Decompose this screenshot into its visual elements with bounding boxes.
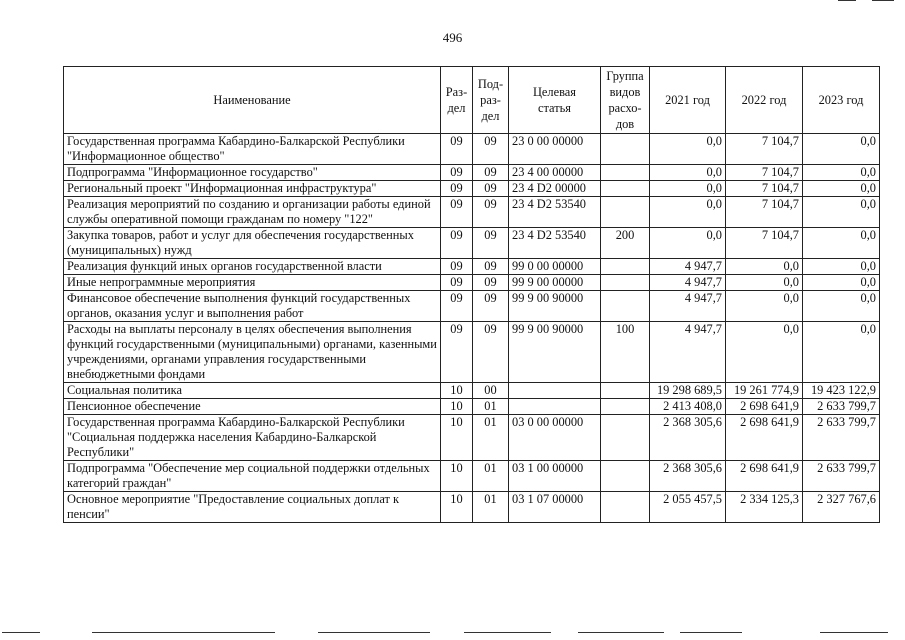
top-decoration-line	[872, 0, 894, 1]
row-name: Расходы на выплаты персоналу в целях обеспечения выполнения функций государственными (муниципальными) органами, казенными учреждениями, органами управления государственными внебюджетными фондами	[64, 322, 441, 383]
row-name: Закупка товаров, работ и услуг для обеспечения государственных (муниципальных) нужд	[64, 228, 441, 259]
row-name: Подпрограмма "Обеспечение мер социальной поддержки отдельных категорий граждан"	[64, 461, 441, 492]
row-name: Государственная программа Кабардино-Балкарской Республики "Социальная поддержка населения Кабардино-Балкарской Республики"	[64, 415, 441, 461]
row-amount-2022: 2 698 641,9	[726, 415, 803, 461]
row-podrazdel: 01	[473, 415, 509, 461]
row-expense-group	[601, 165, 650, 181]
row-expense-group	[601, 461, 650, 492]
row-name: Основное мероприятие "Предоставление социальных доплат к пенсии"	[64, 492, 441, 523]
table-row	[64, 322, 880, 383]
row-amount-2021: 0,0	[650, 197, 726, 228]
header-razdel: Раз- дел	[441, 67, 473, 134]
row-podrazdel: 09	[473, 228, 509, 259]
row-expense-group	[601, 291, 650, 322]
row-name: Региональный проект "Информационная инфраструктура"	[64, 181, 441, 197]
header-2022: 2022 год	[726, 67, 803, 134]
row-podrazdel: 09	[473, 275, 509, 291]
row-name: Иные непрограммные мероприятия	[64, 275, 441, 291]
row-amount-2022: 0,0	[726, 275, 803, 291]
row-podrazdel: 09	[473, 181, 509, 197]
row-amount-2021: 4 947,7	[650, 322, 726, 383]
row-amount-2022: 7 104,7	[726, 134, 803, 165]
row-amount-2021: 0,0	[650, 134, 726, 165]
bottom-decoration-line	[2, 632, 40, 633]
row-target-article: 23 4 D2 53540	[509, 228, 601, 259]
row-target-article: 99 0 00 00000	[509, 259, 601, 275]
row-amount-2023: 19 423 122,9	[803, 383, 880, 399]
row-target-article	[509, 399, 601, 415]
row-amount-2021: 4 947,7	[650, 259, 726, 275]
table-row	[64, 383, 880, 399]
header-2021: 2021 год	[650, 67, 726, 134]
row-podrazdel: 09	[473, 322, 509, 383]
row-name: Реализация мероприятий по созданию и организации работы единой службы оперативной помощи гражданам по номеру "122"	[64, 197, 441, 228]
table-row	[64, 275, 880, 291]
row-amount-2022: 2 334 125,3	[726, 492, 803, 523]
budget-table	[63, 66, 880, 523]
table-row	[64, 134, 880, 165]
header-name: Наименование	[64, 67, 441, 134]
row-amount-2023: 2 327 767,6	[803, 492, 880, 523]
row-razdel: 10	[441, 492, 473, 523]
row-razdel: 09	[441, 197, 473, 228]
row-amount-2022: 0,0	[726, 259, 803, 275]
bottom-decoration-line	[820, 632, 888, 633]
row-razdel: 09	[441, 181, 473, 197]
row-razdel: 09	[441, 228, 473, 259]
bottom-decoration-line	[464, 632, 551, 633]
row-razdel: 09	[441, 322, 473, 383]
bottom-decoration-line	[92, 632, 275, 633]
row-target-article: 99 9 00 90000	[509, 291, 601, 322]
row-expense-group	[601, 399, 650, 415]
row-razdel: 09	[441, 259, 473, 275]
row-expense-group	[601, 259, 650, 275]
row-target-article: 23 4 D2 53540	[509, 197, 601, 228]
header-podrazdel: Под- раз- дел	[473, 67, 509, 134]
bottom-decoration-line	[318, 632, 430, 633]
row-expense-group	[601, 197, 650, 228]
row-amount-2023: 2 633 799,7	[803, 399, 880, 415]
table-row	[64, 399, 880, 415]
table-row	[64, 415, 880, 461]
row-podrazdel: 09	[473, 291, 509, 322]
row-name: Финансовое обеспечение выполнения функций государственных органов, оказания услуг и выполнения работ	[64, 291, 441, 322]
row-amount-2023: 0,0	[803, 165, 880, 181]
header-target-article: Целевая статья	[509, 67, 601, 134]
row-amount-2023: 2 633 799,7	[803, 461, 880, 492]
row-target-article: 23 4 00 00000	[509, 165, 601, 181]
row-amount-2021: 4 947,7	[650, 291, 726, 322]
row-razdel: 09	[441, 291, 473, 322]
row-expense-group: 100	[601, 322, 650, 383]
row-razdel: 10	[441, 399, 473, 415]
row-target-article	[509, 383, 601, 399]
row-name: Государственная программа Кабардино-Балкарской Республики "Информационное общество"	[64, 134, 441, 165]
row-amount-2023: 2 633 799,7	[803, 415, 880, 461]
row-name: Реализация функций иных органов государственной власти	[64, 259, 441, 275]
row-razdel: 10	[441, 415, 473, 461]
row-target-article: 03 1 07 00000	[509, 492, 601, 523]
table-row	[64, 181, 880, 197]
row-amount-2023: 0,0	[803, 181, 880, 197]
row-name: Социальная политика	[64, 383, 441, 399]
row-podrazdel: 01	[473, 399, 509, 415]
header-2023: 2023 год	[803, 67, 880, 134]
row-target-article: 03 0 00 00000	[509, 415, 601, 461]
row-expense-group	[601, 275, 650, 291]
row-amount-2022: 7 104,7	[726, 165, 803, 181]
row-podrazdel: 09	[473, 165, 509, 181]
row-podrazdel: 09	[473, 134, 509, 165]
row-amount-2023: 0,0	[803, 275, 880, 291]
row-amount-2021: 0,0	[650, 165, 726, 181]
table-row	[64, 197, 880, 228]
row-amount-2021: 2 368 305,6	[650, 461, 726, 492]
row-amount-2023: 0,0	[803, 134, 880, 165]
row-podrazdel: 01	[473, 492, 509, 523]
row-razdel: 09	[441, 134, 473, 165]
row-amount-2022: 7 104,7	[726, 181, 803, 197]
row-target-article: 03 1 00 00000	[509, 461, 601, 492]
row-amount-2021: 0,0	[650, 228, 726, 259]
row-amount-2023: 0,0	[803, 291, 880, 322]
row-expense-group	[601, 492, 650, 523]
row-podrazdel: 00	[473, 383, 509, 399]
row-amount-2023: 0,0	[803, 228, 880, 259]
row-amount-2023: 0,0	[803, 322, 880, 383]
row-amount-2022: 0,0	[726, 291, 803, 322]
row-expense-group	[601, 181, 650, 197]
bottom-decoration-line	[578, 632, 664, 633]
table-header-row	[64, 67, 880, 134]
header-expense-group: Группа видов расхо- дов	[601, 67, 650, 134]
table-row	[64, 259, 880, 275]
row-expense-group: 200	[601, 228, 650, 259]
row-target-article: 99 9 00 90000	[509, 322, 601, 383]
row-target-article: 23 4 D2 00000	[509, 181, 601, 197]
row-podrazdel: 09	[473, 259, 509, 275]
row-amount-2023: 0,0	[803, 259, 880, 275]
row-amount-2021: 2 368 305,6	[650, 415, 726, 461]
row-target-article: 99 9 00 00000	[509, 275, 601, 291]
row-expense-group	[601, 134, 650, 165]
row-razdel: 10	[441, 461, 473, 492]
table-row	[64, 492, 880, 523]
row-podrazdel: 01	[473, 461, 509, 492]
row-expense-group	[601, 415, 650, 461]
row-amount-2023: 0,0	[803, 197, 880, 228]
table-row	[64, 461, 880, 492]
row-razdel: 09	[441, 275, 473, 291]
row-podrazdel: 09	[473, 197, 509, 228]
row-amount-2021: 2 055 457,5	[650, 492, 726, 523]
row-amount-2021: 4 947,7	[650, 275, 726, 291]
row-amount-2022: 7 104,7	[726, 197, 803, 228]
row-expense-group	[601, 383, 650, 399]
table-row	[64, 228, 880, 259]
table-row	[64, 165, 880, 181]
row-name: Подпрограмма "Информационное государство"	[64, 165, 441, 181]
row-razdel: 10	[441, 383, 473, 399]
table-row	[64, 291, 880, 322]
bottom-decoration-line	[680, 632, 742, 633]
row-name: Пенсионное обеспечение	[64, 399, 441, 415]
row-amount-2022: 2 698 641,9	[726, 399, 803, 415]
row-razdel: 09	[441, 165, 473, 181]
row-amount-2021: 19 298 689,5	[650, 383, 726, 399]
row-amount-2022: 7 104,7	[726, 228, 803, 259]
row-amount-2021: 0,0	[650, 181, 726, 197]
page-number: 496	[442, 30, 463, 45]
row-amount-2022: 2 698 641,9	[726, 461, 803, 492]
row-amount-2021: 2 413 408,0	[650, 399, 726, 415]
row-amount-2022: 0,0	[726, 322, 803, 383]
row-amount-2022: 19 261 774,9	[726, 383, 803, 399]
row-target-article: 23 0 00 00000	[509, 134, 601, 165]
top-decoration-line	[838, 0, 856, 1]
